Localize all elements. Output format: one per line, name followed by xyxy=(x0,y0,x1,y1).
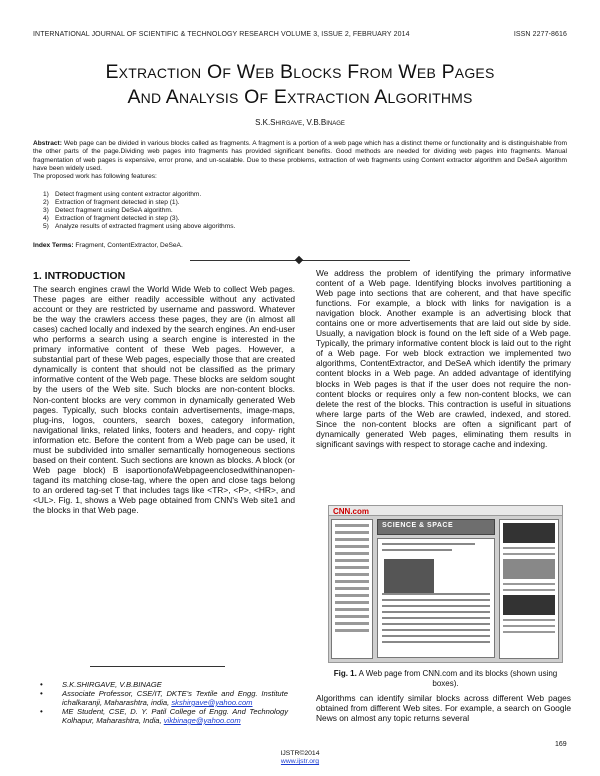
paper-title xyxy=(0,60,600,110)
section-divider xyxy=(190,256,410,264)
feature-item: 2) Extraction of fragment detected in step (1). xyxy=(43,198,180,206)
abstract-label: Abstract: xyxy=(33,140,62,147)
paragraph-after-figure: Algorithms can identify similar blocks across different Web pages obtained from different Web sites. For example, a search on Google News on almost any topic returns several xyxy=(316,693,571,724)
feature-item: 4) Extraction of fragment detected in step (3). xyxy=(43,214,180,222)
features-list xyxy=(33,191,567,231)
figure-photo xyxy=(384,559,434,593)
footer-code: IJSTR©2014 xyxy=(280,750,320,757)
cnn-logo: CNN.com xyxy=(333,507,370,516)
footnote-item: • Associate Professor, CSE/IT, DKTE's Textile and Engg. Institute ichalkaranji, Maharashtra, india, skshirgave@yahoo.com xyxy=(40,689,288,707)
footnote-item: • S.K.SHIRGAVE, V.B.BINAGE xyxy=(40,680,162,689)
bullet-icon: • xyxy=(40,707,43,716)
running-head xyxy=(33,31,567,38)
bullet-icon: • xyxy=(40,680,43,689)
intro-paragraph: The search engines crawl the World Wide Web to collect Web pages. These pages are either readily accessible without any activated account or they are restricted by username and password. Whatever be the way the crawlers access these pages, they are (in almost all cases) cached locally and indexed by the search engines. An end-user who performs a search using a search engine is interested in the primary informative content of these Web pages. However, a substantial part of these Web pages, especially those that are created dynamically is content that should not be classified as the primary informative content of the Web page. These blocks are seldom sought by the users of the Web site. Such blocks are non-content blocks. Non-content blocks are very common in dynamically generated Web pages. Typically, such blocks contain advertisements, image-maps, plug-ins, logos, counters, search boxes, category information, navigational links, related links, footers and headers, and copy- right information etc. Before the content from a Web page can be used, it must be subdivided into smaller semantically homogeneous sections based on their content. Such sections are known as blocks. A block (or Web page block) B isaportionofaWebpageenclosedwithinanopen-tagand its matching close-tag, where the open and close tags belong to an ordered tag-set T that includes tags like <TR>, <P>, <HR>, and <UL>. Fig. 1, shows a Web page obtained from CNN's Web site1 and the blocks in that Web page. xyxy=(33,284,295,516)
index-terms xyxy=(33,242,183,249)
diamond-icon xyxy=(295,256,303,264)
title-line-1: Extraction Of Web Blocks From Web Pages xyxy=(105,61,495,83)
right-column-continued xyxy=(316,693,571,723)
title-line-2: And Analysis Of Extraction Algorithms xyxy=(127,86,473,108)
figure-cnn-screenshot xyxy=(328,505,563,663)
feature-item: 5) Analyze results of extracted fragment using above algorithms. xyxy=(43,222,236,230)
footnote-item: • ME Student, CSE, D. Y. Patil College of Engg. And Technology Kolhapur, Maharashtra, India, vikbinage@yahoo.com xyxy=(40,707,288,725)
section-heading: 1. INTRODUCTION xyxy=(33,270,126,282)
issn: ISSN 2277-8616 xyxy=(513,31,567,38)
figure-topbar xyxy=(329,506,562,516)
figure-caption-label: Fig. 1. xyxy=(333,669,357,678)
email-link[interactable]: vikbinage@yahoo.com xyxy=(163,716,241,725)
right-column xyxy=(316,268,571,449)
figure-banner-text: SCIENCE & SPACE xyxy=(382,522,454,529)
features-intro: The proposed work has following features: xyxy=(33,173,157,181)
feature-item: 3) Detect fragment using DeSeA algorithm. xyxy=(43,206,173,214)
figure-caption xyxy=(323,669,568,689)
left-column xyxy=(33,270,295,515)
footer-url-link[interactable]: www.ijstr.org xyxy=(280,758,320,765)
figure-content-block xyxy=(377,538,495,658)
abstract-text: Web page can be divided in various blocks called as fragments. A fragment is a portion of a web page which has a distinct theme or functionality and is distinguishable from the other parts of the page.Dividing web pages into fragments has provided significant benefits. Good methods are needed for dividing web pages into fragments. Manual fragmentation of web pages is expensive, error prone, and un-scalable. Due to these problems, extraction of web fragments using Content extractor algorithm and DeSeA algorithm have been widely used. xyxy=(33,140,567,172)
feature-item: 1) Detect fragment using content extractor algorithm. xyxy=(43,191,202,198)
journal-name: INTERNATIONAL JOURNAL OF SCIENTIFIC & TECHNOLOGY RESEARCH VOLUME 3, ISSUE 2, FEBRUARY 2014 xyxy=(33,31,410,38)
authors: S.K.Shirgave, V.B.Binage xyxy=(255,118,345,127)
bullet-icon: • xyxy=(40,689,43,698)
figure-banner xyxy=(377,519,495,535)
footnote-rule xyxy=(90,666,225,667)
page-footer xyxy=(0,750,600,766)
page-number: 169 xyxy=(555,741,567,748)
author-footnotes xyxy=(40,680,288,725)
index-terms-text: Fragment, ContentExtractor, DeSeA. xyxy=(75,242,183,249)
figure-nav-block xyxy=(331,519,373,659)
intro-paragraph-right: We address the problem of identifying the primary informative content of a Web page. Identifying blocks involves partitioning a Web page into sections that are coherent, and that have specific functions. For example, a block with links for navigation is a navigation block. Another example is an advertising block that contains one or more advertisements that are laid out side by side. Usually, a navigation block is found on the left side of a Web page. Typically, the primary informative content block is laid out to the right of a Web page. For web block extraction we implemented two algorithms, ContentExtractor, and DeSeA which identify the primary content blocks in a Web page. An added advantage of identifying blocks in Web pages is that if the user does not require the non-content blocks or requires only a few non-content blocks, we can delete the rest of the blocks. This contraction is useful in situations where large parts of the Web are crawled, indexed, and stored. Since the non-content blocks are often a significant part of dynamically generated Web pages, eliminating them results in significant savings with respect to storage cache and indexing. xyxy=(316,268,571,449)
abstract xyxy=(33,140,567,181)
figure-ad-block xyxy=(499,519,559,659)
index-terms-label: Index Terms: xyxy=(33,242,74,249)
figure-caption-text: A Web page from CNN.com and its blocks (shown using boxes). xyxy=(358,669,558,688)
email-link[interactable]: skshirgave@yahoo.com xyxy=(171,698,253,707)
